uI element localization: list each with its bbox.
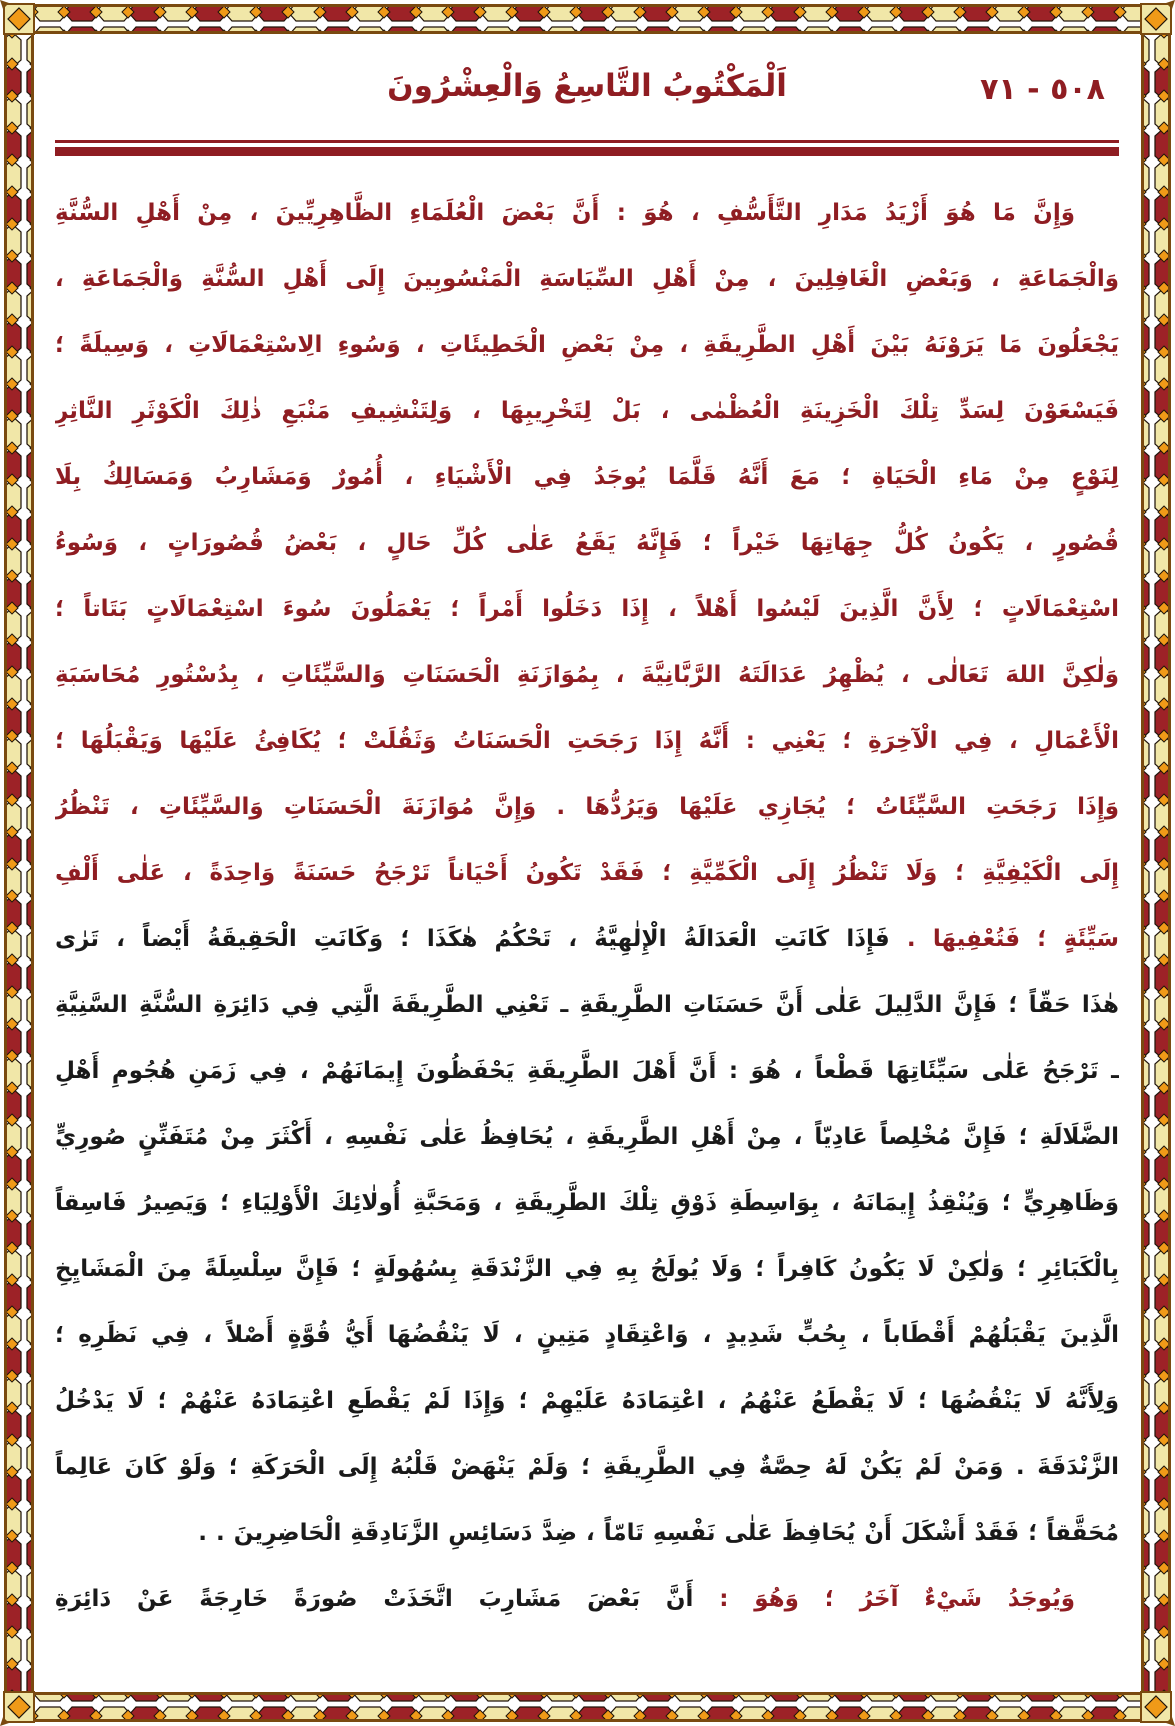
border-corner	[0, 0, 34, 34]
text-line	[55, 444, 1119, 510]
text-segment: وَيُوجَدُ شَيْءٌ آخَرُ ؛ وَهُوَ :	[693, 1586, 1076, 1612]
text-segment: إِلَى الْكَيْفِيَّةِ ؛ وَلَا تَنْظُرُ إِلَى الْكَمِّيَّةِ ؛ فَقَدْ تَكُونُ أَحْيَاناً تَرْجَحُ حَسَنَةً وَاحِدَةً ، عَلٰى أَلْفِ	[55, 860, 1119, 886]
page-content	[55, 56, 1119, 1632]
page-header	[55, 56, 1119, 140]
text-line	[55, 1500, 1119, 1566]
text-line	[55, 1170, 1119, 1236]
text-segment: الَّذِينَ يَقْبَلُهُمْ أَقْطَاباً ، بِحُبٍّ شَدِيدٍ ، وَاعْتِقَادٍ مَتِينٍ ، لَا يَنْقُضُهَا أَيُّ قُوَّةٍ أَصْلاً ، فِي نَظَرِهِ ؛	[55, 1322, 1119, 1348]
text-segment: الزَّنْدَقَةَ . وَمَنْ لَمْ يَكُنْ لَهُ حِصَّةٌ فِي الطَّرِيقَةِ ؛ وَلَمْ يَنْهَضْ قَلْبُهُ إِلَى الْحَرَكَةِ ؛ وَلَوْ كَانَ عَالِماً	[55, 1454, 1119, 1480]
text-line	[55, 972, 1119, 1038]
text-segment: فَإِذَا كَانَتِ الْعَدَالَةُ الْإِلٰهِيَّةُ ، تَحْكُمُ هٰكَذَا ؛ وَكَانَتِ الْحَقِيقَةُ أَيْضاً ، تَرٰى	[55, 926, 890, 952]
border-corner	[1141, 0, 1175, 34]
text-segment: وَظَاهِرِيٍّ ؛ وَيُنْقِذُ إِيمَانَهُ ، بِوَاسِطَةِ ذَوْقِ تِلْكَ الطَّرِيقَةِ ، وَمَحَبَّةِ أُولٰائِكَ الْأَوْلِيَاءِ ؛ وَيَصِيرُ فَاسِقاً	[55, 1190, 1119, 1216]
text-segment: وَإِنَّ مَا هُوَ أَزْيَدُ مَدَارِ التَّأَسُّفِ ، هُوَ : أَنَّ بَعْضَ الْعُلَمَاءِ الظَّاهِرِيِّينَ ، مِنْ أَهْلِ السُّنَّةِ	[55, 200, 1075, 226]
text-line	[55, 312, 1119, 378]
text-segment: فَيَسْعَوْنَ لِسَدِّ تِلْكَ الْخَزِينَةِ الْعُظْمٰى ، بَلْ لِتَخْرِيبِهَا ، وَلِتَنْشِيفِ مَنْبَعِ ذٰلِكَ الْكَوْثَرِ النَّاثِرِ	[55, 398, 1119, 424]
letter-body	[55, 180, 1119, 1632]
border-corner	[1141, 1692, 1175, 1726]
text-line	[55, 510, 1119, 576]
text-segment: الضَّلَالَةِ ؛ فَإِنَّ مُخْلِصاً عَادِيّاً ، مِنْ أَهْلِ الطَّرِيقَةِ ، يُحَافِظُ عَلٰى نَفْسِهِ ، أَكْثَرَ مِنْ مُتَفَنِّنٍ صُورِيٍّ	[55, 1124, 1119, 1150]
text-segment: بِالْكَبَائِرِ ؛ وَلٰكِنْ لَا يَكُونُ كَافِراً ؛ وَلَا يُولَجُ بِهِ فِي الزَّنْدَقَةِ بِسُهُولَةٍ ؛ فَإِنَّ سِلْسِلَةً مِنَ الْمَشَايِخِ	[55, 1256, 1119, 1282]
text-segment: الْأَعْمَالِ ، فِي الْآخِرَةِ ؛ يَعْنِي : أَنَّهُ إِذَا رَجَحَتِ الْحَسَنَاتُ وَثَقُلَتْ ؛ يُكَافِئُ عَلَيْهَا وَيَقْبَلُهَا ؛	[55, 728, 1119, 754]
page-title: اَلْمَكْتُوبُ التَّاسِعُ وَالْعِشْرُونَ	[387, 68, 787, 104]
text-segment: اسْتِعْمَالَاتٍ ؛ لِأَنَّ الَّذِينَ لَيْسُوا أَهْلاً ، إِذَا دَخَلُوا أَمْراً ؛ يَعْمَلُونَ سُوءَ اسْتِعْمَالَاتٍ بَتَاتاً ؛	[55, 596, 1119, 622]
text-segment: يَجْعَلُونَ مَا يَرَوْنَهُ بَيْنَ أَهْلِ الطَّرِيقَةِ ، مِنْ بَعْضِ الْخَطِيئَاتِ ، وَسُوءِ الِاسْتِعْمَالَاتِ ، وَسِيلَةً ؛	[55, 332, 1119, 358]
text-line	[55, 378, 1119, 444]
text-line	[55, 906, 1119, 972]
text-line	[55, 180, 1119, 246]
text-segment: وَإِذَا رَجَحَتِ السَّيِّئَاتُ ؛ يُجَازِي عَلَيْهَا وَيَرُدُّهَا . وَإِنَّ مُوَازَنَةَ الْحَسَنَاتِ وَالسَّيِّئَاتِ ، تَنْظُرُ	[55, 794, 1119, 820]
text-line	[55, 1434, 1119, 1500]
text-segment: لِنَوْعٍ مِنْ مَاءِ الْحَيَاةِ ؛ مَعَ أَنَّهُ قَلَّمَا يُوجَدُ فِي الْأَشْيَاءِ ، أُمُورٌ وَمَشَارِبُ وَمَسَالِكُ بِلَا	[55, 464, 1119, 490]
text-line	[55, 246, 1119, 312]
text-segment: وَالْجَمَاعَةِ ، وَبَعْضِ الْغَافِلِينَ ، مِنْ أَهْلِ السِّيَاسَةِ الْمَنْسُوبِينَ إِلَى أَهْلِ السُّنَّةِ وَالْجَمَاعَةِ ،	[55, 266, 1119, 292]
text-line	[55, 1038, 1119, 1104]
text-line	[55, 1104, 1119, 1170]
header-rule	[55, 140, 1119, 156]
text-segment: وَلٰكِنَّ اللهَ تَعَالٰى ، يُظْهِرُ عَدَالَتَهُ الرَّبَّانِيَّةَ ، بِمُوَازَنَةِ الْحَسَنَاتِ وَالسَّيِّئَاتِ ، بِدُسْتُورِ مُحَاسَبَةِ	[55, 662, 1119, 688]
border-corner	[0, 1692, 34, 1726]
text-line	[55, 1368, 1119, 1434]
page-number: ٥٠٨ - ٧١	[980, 72, 1105, 107]
text-line	[55, 840, 1119, 906]
text-segment: مُحَقَّقاً ؛ فَقَدْ أَشْكَلَ أَنْ يُحَافِظَ عَلٰى نَفْسِهِ تَامّاً ، ضِدَّ دَسَائِسِ الزَّنَادِقَةِ الْحَاضِرِينَ . .	[198, 1520, 1119, 1546]
text-segment: هٰذَا حَقّاً ؛ فَإِنَّ الدَّلِيلَ عَلٰى أَنَّ حَسَنَاتِ الطَّرِيقَةِ ـ تَعْنِي الطَّرِيقَةَ الَّتِي فِي دَائِرَةِ السُّنَّةِ السَّنِيَّةِ	[55, 992, 1119, 1018]
text-segment: قُصُورٍ ، يَكُونُ كُلُّ جِهَاتِهَا خَيْراً ؛ فَإِنَّهُ يَقَعُ عَلٰى كُلِّ حَالٍ ، بَعْضُ قُصُورَاتٍ ، وَسُوءُ	[55, 530, 1119, 556]
text-line	[55, 1302, 1119, 1368]
text-line	[55, 774, 1119, 840]
text-line	[55, 1566, 1119, 1632]
text-segment: أَنَّ بَعْضَ مَشَارِبَ اتَّخَذَتْ صُورَةً خَارِجَةً عَنْ دَائِرَةِ	[55, 1586, 694, 1612]
text-segment: ـ تَرْجَحُ عَلٰى سَيِّئَاتِهَا قَطْعاً ، هُوَ : أَنَّ أَهْلَ الطَّرِيقَةِ يَحْفَظُونَ إِيمَانَهُمْ ، فِي زَمَنِ هُجُومِ أَهْلِ	[55, 1058, 1119, 1084]
text-line	[55, 708, 1119, 774]
text-line	[55, 1236, 1119, 1302]
text-line	[55, 642, 1119, 708]
text-segment: سَيِّئَةٍ ؛ فَتُعْفِيهَا .	[889, 926, 1119, 952]
text-line	[55, 576, 1119, 642]
text-segment: وَلِأَنَّهُ لَا يَنْقُضُهَا ؛ لَا يَقْطَعُ عَنْهُمُ ، اعْتِمَادَهُ عَلَيْهِمْ ؛ وَإِذَا لَمْ يَقْطَعِ اعْتِمَادَهُ عَنْهُمْ ؛ لَا يَدْخُلُ	[55, 1388, 1119, 1414]
